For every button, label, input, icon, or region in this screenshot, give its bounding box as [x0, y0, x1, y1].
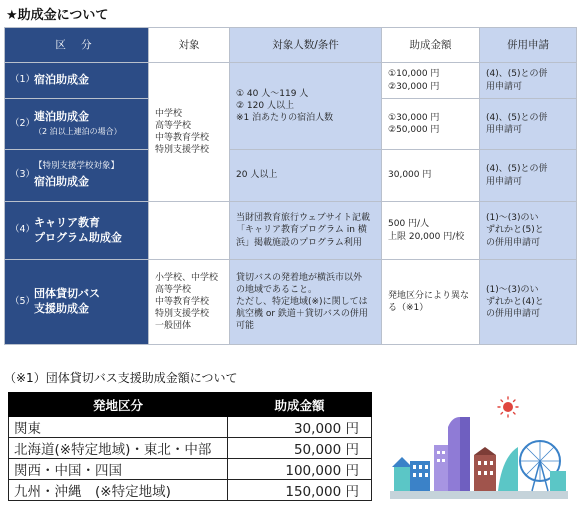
table-row — [9, 480, 372, 501]
cond-line: ※1 泊あたりの宿泊人数 — [236, 113, 334, 124]
sail-hotel — [498, 447, 518, 491]
target-school: 一般団体 — [155, 321, 192, 332]
combined-line: 用申請可 — [486, 125, 523, 135]
row4-kubun — [5, 202, 149, 260]
amount-line: 発地区分により異な — [388, 290, 470, 301]
header-origin-area: 発地区分 — [9, 393, 228, 417]
origin-area: 北海道(※特定地域)・東北・中部 — [9, 438, 228, 459]
row-number: （1） — [10, 74, 36, 86]
row-title: 支援助成金 — [34, 302, 89, 315]
table-row — [5, 150, 577, 202]
row-number: （2） — [10, 117, 36, 129]
combined-line: 用申請可 — [486, 176, 523, 187]
table-row — [9, 438, 372, 459]
combined-line: (4)、(5)との併 — [486, 164, 548, 175]
cond-line: 浜」掲載施設のプログラム利用 — [236, 237, 362, 248]
yokohama-skyline-illustration — [390, 395, 568, 499]
row4-combined — [480, 202, 577, 260]
row5-kubun — [5, 260, 149, 345]
row5-cond — [230, 260, 382, 345]
section-heading: ★助成金について — [6, 8, 109, 23]
target-school: 高等学校 — [155, 284, 192, 295]
target-schools-b — [149, 260, 230, 345]
cond-line: 貸切バスの発着地が横浜市以外 — [236, 272, 363, 283]
table-row — [9, 417, 372, 438]
combined-line: の併用申請可 — [486, 237, 541, 248]
landmark-tower — [434, 417, 470, 491]
red-brick-building — [474, 447, 496, 491]
ferris-wheel-icon — [520, 441, 566, 491]
row-number: （5） — [10, 295, 36, 307]
header-taisho: 対象 — [149, 28, 230, 63]
subsidy-amount: 30,000 円 — [228, 417, 372, 438]
subsidy-amount: 100,000 円 — [228, 459, 372, 480]
row2-combined — [480, 99, 577, 150]
target-schools-a — [149, 63, 230, 202]
table-row — [5, 63, 577, 99]
row-title: 宿泊助成金 — [34, 73, 89, 87]
target-school: 中等教育学校 — [155, 133, 210, 143]
combined-line: 用申請可 — [486, 81, 523, 92]
cond-line: の地域であること。 — [236, 284, 318, 295]
cond-rows-1-2 — [230, 63, 382, 150]
origin-area: 関西・中国・四国 — [9, 459, 228, 480]
subsidy-table — [4, 27, 577, 345]
cond-line: ① 40 人～119 人 — [236, 88, 309, 99]
row-number: （3） — [10, 169, 36, 181]
target-school: 特別支援学校 — [155, 309, 210, 320]
row3-combined — [480, 150, 577, 202]
target-school: 特別支援学校 — [155, 145, 210, 156]
row-title: 団体貸切バス — [34, 287, 100, 301]
origin-area: 九州・沖縄 (※特定地域) — [9, 480, 228, 501]
amount-line: ②30,000 円 — [388, 81, 440, 92]
origin-area: 関東 — [9, 417, 228, 438]
row-title: プログラム助成金 — [34, 230, 122, 244]
cond-line: 「キャリア教育プログラム in 横 — [236, 225, 367, 236]
target-school: 中学校 — [155, 108, 183, 119]
cond-line: ただし、特定地域(※)に関しては — [236, 296, 368, 307]
row3-cond: 20 人以上 — [230, 150, 382, 202]
rates-header-row — [9, 393, 372, 417]
combined-line: (1)～(3)のい — [486, 284, 539, 295]
row3-kubun — [5, 150, 149, 202]
combined-line: ずれかと(4)と — [486, 296, 544, 307]
header-kubun: 区 分 — [5, 28, 149, 63]
row-title: 宿泊助成金 — [34, 174, 89, 188]
row5-amount — [382, 260, 480, 345]
target-school: 中等教育学校 — [155, 296, 210, 307]
table-row — [5, 260, 577, 345]
amount-line: 500 円/人 — [388, 219, 430, 230]
subsidy-amount: 150,000 円 — [228, 480, 372, 501]
table-row — [9, 459, 372, 480]
combined-line: の併用申請可 — [486, 309, 541, 320]
header-combined-application: 併用申請 — [480, 28, 577, 63]
combined-line: (4)、(5)との併 — [486, 69, 548, 80]
amount-line: る（※1） — [388, 303, 429, 313]
sun-icon — [498, 397, 518, 417]
bus-subsidy-heading: （※1）団体貸切バス支援助成金額について — [4, 371, 238, 385]
table-row — [5, 202, 577, 260]
amount-line: ①10,000 円 — [388, 69, 440, 80]
target-school: 高等学校 — [155, 120, 192, 131]
row2-amount — [382, 99, 480, 150]
header-amount: 助成金額 — [382, 28, 480, 63]
bus-subsidy-table — [8, 392, 372, 501]
row-prefix: 【特別支援学校対象】 — [34, 161, 120, 172]
amount-line: 上限 20,000 円/校 — [388, 231, 465, 242]
header-subsidy-amount: 助成金額 — [228, 393, 372, 417]
subsidy-amount: 50,000 円 — [228, 438, 372, 459]
row4-cond — [230, 202, 382, 260]
row1-amount — [382, 63, 480, 99]
row-title: 連泊助成金 — [34, 110, 89, 124]
row-title: キャリア教育 — [34, 215, 100, 229]
header-conditions: 対象人数/条件 — [230, 28, 382, 63]
buildings-left — [392, 457, 430, 491]
row1-kubun — [5, 63, 149, 99]
target-school: 小学校、中学校 — [155, 272, 219, 283]
row-number: （4） — [10, 224, 36, 236]
combined-line: (4)、(5)との併 — [486, 112, 548, 123]
row2-kubun — [5, 99, 149, 150]
row-note: （2 泊以上連泊の場合） — [34, 127, 122, 137]
row1-combined — [480, 63, 577, 99]
table-header-row — [5, 28, 577, 63]
cond-line: 可能 — [236, 321, 255, 332]
cond-line: ② 120 人以上 — [236, 100, 294, 111]
row4-amount — [382, 202, 480, 260]
row3-amount: 30,000 円 — [382, 150, 480, 202]
cond-line: 航空機 or 鉄道＋貸切バスの併用 — [236, 309, 368, 320]
combined-line: ずれかと(5)と — [486, 225, 544, 236]
row5-combined — [480, 260, 577, 345]
ground-strip — [390, 491, 568, 499]
combined-line: (1)～(3)のい — [486, 213, 539, 224]
row4-target-empty — [149, 202, 230, 260]
amount-line: ①30,000 円 — [388, 112, 440, 123]
amount-line: ②50,000 円 — [388, 125, 440, 135]
cond-line: 当財団教育旅行ウェブサイト記載 — [236, 213, 371, 224]
